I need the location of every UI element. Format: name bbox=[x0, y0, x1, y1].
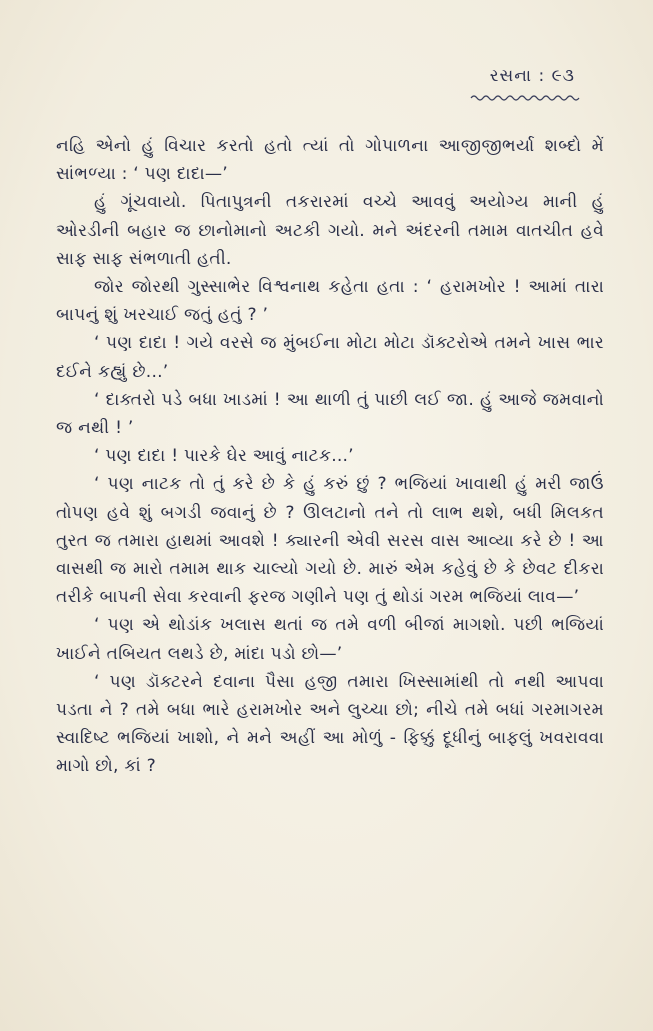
paragraph: ‘ પણ નાટક તો તું કરે છે કે હું કરું છું ? ભજિયાં ખાવાથી હું મરી જાઉં તોપણ હવે શું બગડી જવાનું છે ? ઊલટાનો તને તો લાભ થશે, બધી મિલકત તુરત જ તમારા હાથમાં આવશે ! ક્યારની એવી સરસ વાસ આવ્યા કરે છે ! આ વાસથી જ મારો તમામ થાક ચાલ્યો ગયો છે. મારું એમ કહેવું છે કે છેવટ દીકરા તરીકે બાપની સેવા કરવાની ફરજ ગણીને પણ તું થોડાં ગરમ ભજિયાં લાવ—’ bbox=[56, 474, 604, 608]
running-header: રસના : ૯૩ bbox=[489, 66, 575, 86]
paragraph: ‘ પણ એ થોડાંક ખલાસ થતાં જ તમે વળી બીજાં માગશો. પછી ભજિયાં ખાઈને તબિયત લથડે છે, માંદા પડો છો—’ bbox=[56, 615, 604, 664]
paragraph: જોર જોરથી ગુસ્સાભેર વિશ્વનાથ કહેતા હતા : ‘ હરામખોર ! આમાં તારા બાપનું શું ખરચાઈ જતું હતું ? ’ bbox=[56, 277, 604, 326]
header-ornament bbox=[469, 93, 581, 103]
paragraph: નહિ એનો હું વિચાર કરતો હતો ત્યાં તો ગોપાળના આજીજીભર્યા શબ્દો મેં સાંભળ્યા : ‘ પણ દાદા—’ bbox=[56, 136, 604, 185]
paragraph: ‘ દાક્તરો પડે બધા ખાડમાં ! આ થાળી તું પાછી લઈ જા. હું આજે જમવાનો જ નથી ! ’ bbox=[56, 389, 604, 439]
paragraph: ‘ પણ દાદા ! ગયે વરસે જ મુંબઈના મોટા મોટા ડૉક્ટરોએ તમને ખાસ ભાર દઈને કહ્યું છે...’ bbox=[56, 333, 604, 382]
paragraph: ‘ પણ ડૉક્ટરને દવાના પૈસા હજી તમારા ખિસ્સામાંથી તો નથી આપવા પડતા ને ? તમે બધા ભારે હરામખોર અને લુચ્ચા છો; નીચે તમે બધાં ગરમાગરમ સ્વાદિષ્ટ ભજિયાં ખાશો, ને મને અહીં આ મોળું - ફિક્કું દૂધીનું બાફલું ખવરાવવા માગો છો, કાં ? bbox=[56, 671, 604, 777]
paragraph: હું ગૂંચવાયો. પિતાપુત્રની તકરારમાં વચ્ચે આવવું અયોગ્ય માની હું ઓરડીની બહાર જ છાનોમાનો અટકી ગયો. મને અંદરની તમામ વાતચીત હવે સાફ સાફ સંભળાતી હતી. bbox=[56, 192, 604, 269]
body-text bbox=[56, 132, 604, 781]
paragraph: ‘ પણ દાદા ! પારકે ઘેર આવું નાટક...’ bbox=[94, 446, 354, 467]
